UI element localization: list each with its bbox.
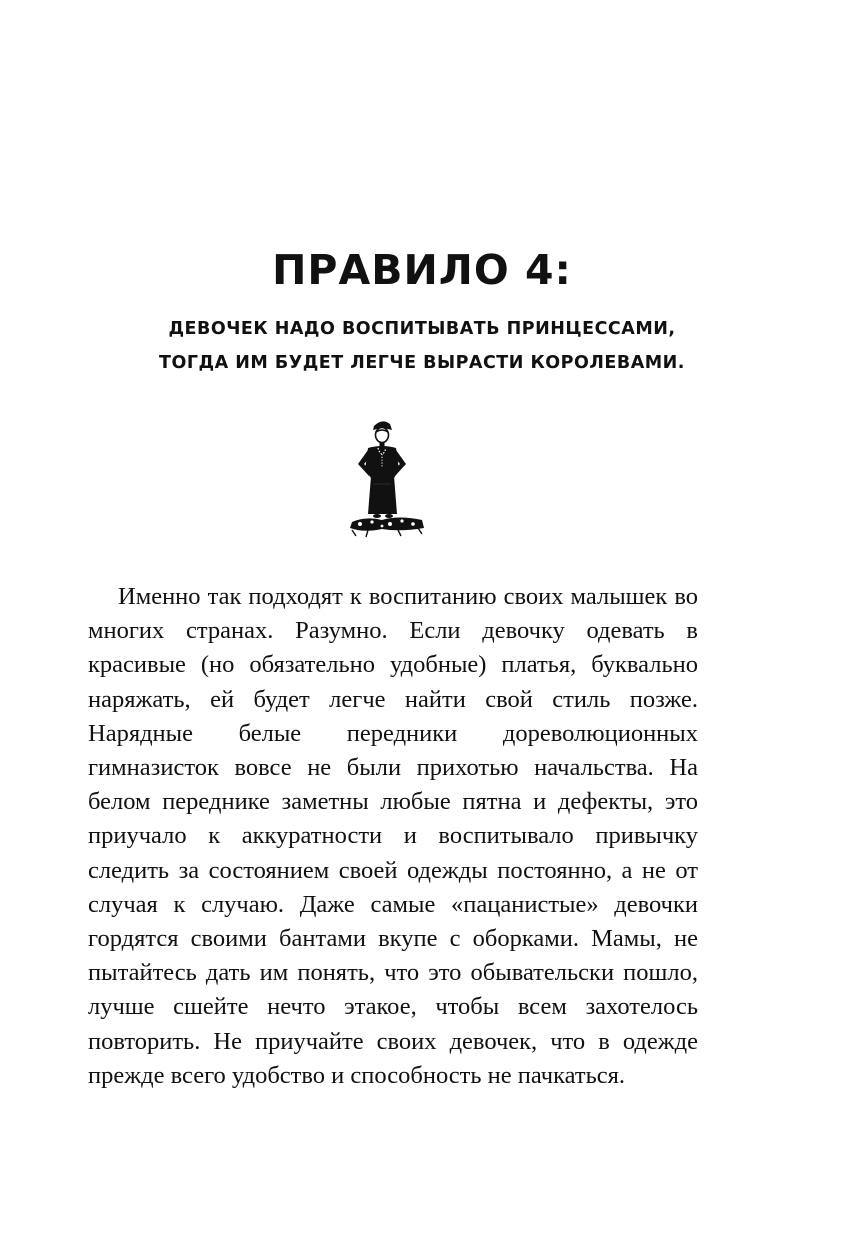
- body-paragraph: Именно так подходят к воспитанию своих малышек во многих странах. Разумно. Если девочку одевать в красивые (но обязательно удобные) платья, буквально наряжать, ей будет легче найти свой стиль позже. Нарядные белые передники дореволюционных гимназисток вовсе не были прихотью начальства. На белом переднике заметны любые пятна и дефекты, это приучало к аккуратности и воспитывало привычку следить за состоянием своей одежды постоянно, а не от случая к случаю. Даже самые «пацанистые» девочки гордятся своими бантами вкупе с оборками. Мамы, не пытайтесь дать им понять, что это обывательски пошло, лучше сшейте нечто этакое, чтобы всем захотелось повторить. Не приучайте своих девочек, что в одежде прежде всего удобство и способность не пачкаться.: [88, 583, 698, 1089]
- subtitle-line-1: ДЕВОЧЕК НАДО ВОСПИТЫВАТЬ ПРИНЦЕССАМИ,: [168, 319, 676, 339]
- chapter-subtitle: [60, 312, 784, 380]
- woman-silhouette-icon: [338, 418, 428, 543]
- chapter-title: ПРАВИЛО 4:: [272, 246, 572, 294]
- subtitle-line-2: ТОГДА ИМ БУДЕТ ЛЕГЧЕ ВЫРАСТИ КОРОЛЕВАМИ.: [159, 353, 685, 373]
